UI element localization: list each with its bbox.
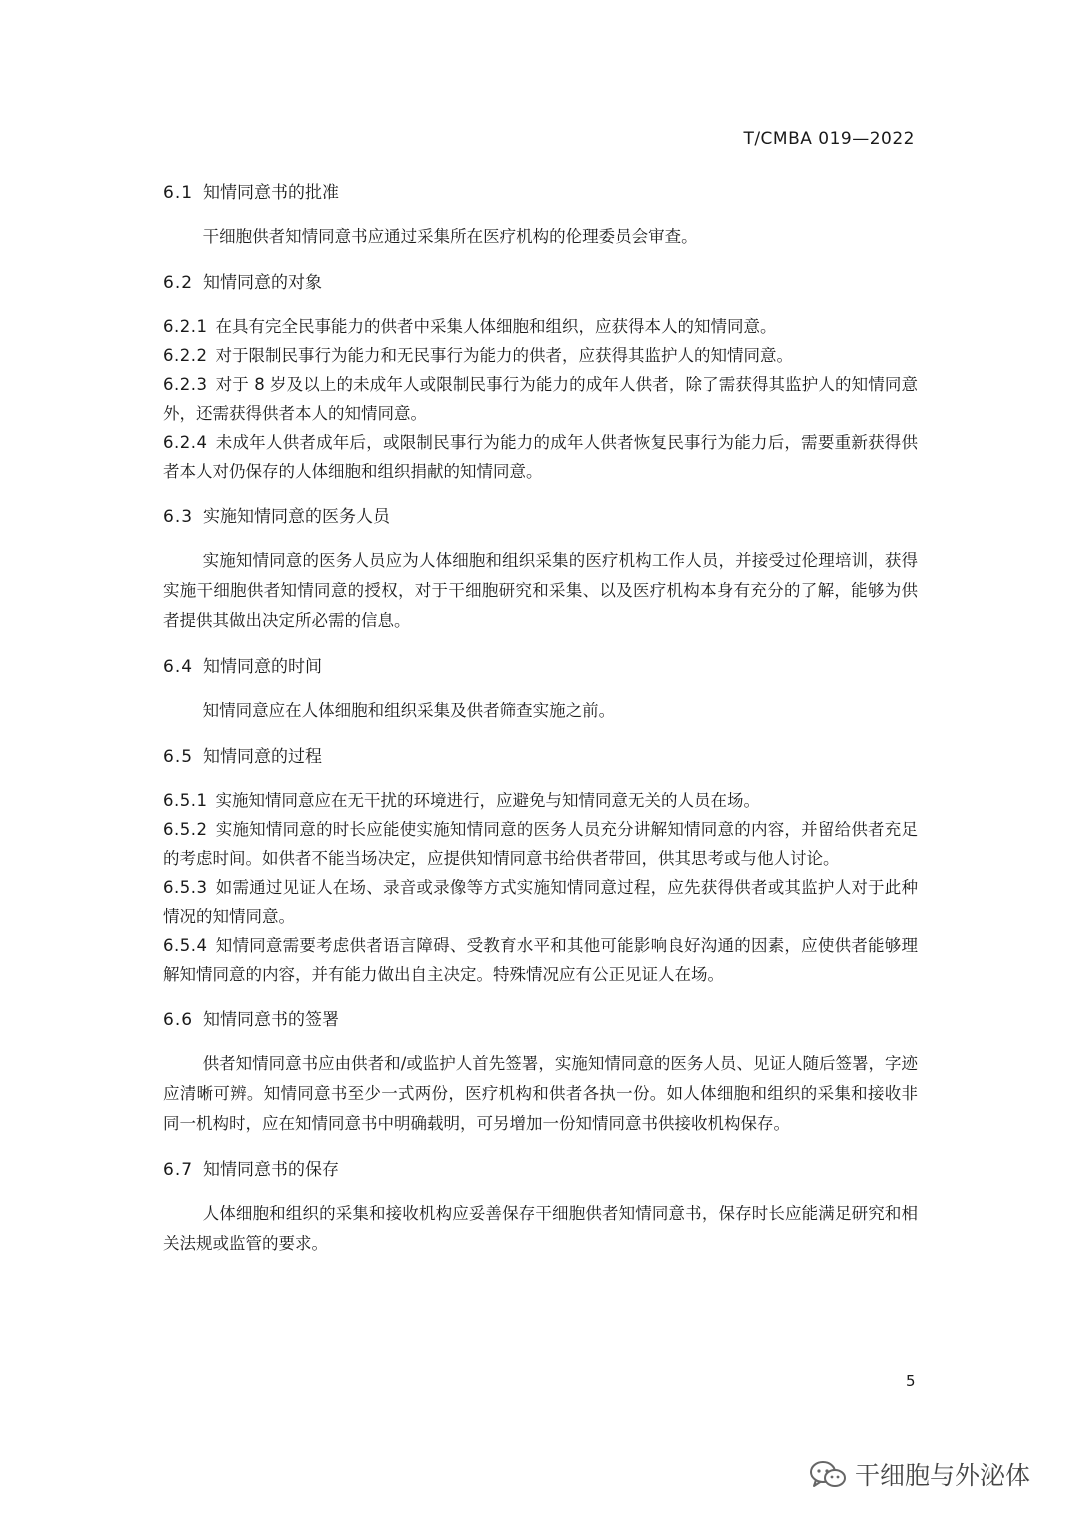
section-number: 6.7 — [163, 1160, 194, 1180]
section-title: 知情同意书的签署 — [203, 1010, 339, 1030]
clause-item — [163, 931, 918, 989]
clause-number: 6.2.3 — [163, 375, 208, 394]
section-6-6 — [163, 1005, 918, 1139]
clause-number: 6.2.2 — [163, 346, 208, 365]
clause-item — [163, 428, 918, 486]
clause-text: 在具有完全民事能力的供者中采集人体细胞和组织，应获得本人的知情同意。 — [215, 317, 777, 336]
page-number: 5 — [906, 1372, 916, 1390]
section-title: 知情同意的时间 — [203, 657, 322, 677]
section-heading — [163, 652, 918, 682]
section-heading — [163, 268, 918, 298]
clause-item — [163, 312, 918, 341]
clause-text: 实施知情同意应在无干扰的环境进行，应避免与知情同意无关的人员在场。 — [215, 791, 760, 810]
section-6-1 — [163, 178, 918, 252]
section-heading — [163, 742, 918, 772]
clause-number: 6.5.2 — [163, 820, 208, 839]
section-number: 6.4 — [163, 657, 194, 677]
section-6-4 — [163, 652, 918, 726]
paragraph: 干细胞供者知情同意书应通过采集所在医疗机构的伦理委员会审查。 — [202, 227, 698, 246]
section-heading — [163, 1005, 918, 1035]
clause-number: 6.5.4 — [163, 936, 208, 955]
standard-code: T/CMBA 019—2022 — [743, 129, 915, 149]
clause-item — [163, 815, 918, 873]
section-title: 知情同意书的保存 — [203, 1160, 339, 1180]
clause-number: 6.5.3 — [163, 878, 208, 897]
section-number: 6.5 — [163, 747, 194, 767]
section-heading — [163, 178, 918, 208]
section-number: 6.3 — [163, 507, 194, 527]
section-6-7 — [163, 1155, 918, 1259]
paragraph: 知情同意应在人体细胞和组织采集及供者筛查实施之前。 — [202, 701, 616, 720]
clause-text: 对于限制民事行为能力和无民事行为能力的供者，应获得其监护人的知情同意。 — [215, 346, 793, 365]
clause-text: 实施知情同意的时长应能使实施知情同意的医务人员充分讲解知情同意的内容，并留给供者充足的考虑时间。如供者不能当场决定，应提供知情同意书给供者带回，供其思考或与他人讨论。 — [163, 820, 918, 868]
clause-item — [163, 370, 918, 428]
section-6-3 — [163, 502, 918, 636]
wechat-bubble-icon — [808, 1459, 848, 1491]
clause-item — [163, 341, 918, 370]
section-title: 知情同意的过程 — [203, 747, 322, 767]
clause-item — [163, 786, 918, 815]
section-title: 知情同意书的批准 — [203, 183, 339, 203]
clause-number: 6.5.1 — [163, 791, 208, 810]
section-title: 知情同意的对象 — [203, 273, 322, 293]
section-heading — [163, 502, 918, 532]
section-6-5 — [163, 742, 918, 989]
paragraph: 供者知情同意书应由供者和/或监护人首先签署，实施知情同意的医务人员、见证人随后签署，字迹应清晰可辨。知情同意书至少一式两份，医疗机构和供者各执一份。如人体细胞和组织的采集和接收非同一机构时，应在知情同意书中明确载明，可另增加一份知情同意书供接收机构保存。 — [163, 1054, 918, 1133]
clause-text: 如需通过见证人在场、录音或录像等方式实施知情同意过程，应先获得供者或其监护人对于此种情况的知情同意。 — [163, 878, 918, 926]
clause-text: 对于 8 岁及以上的未成年人或限制民事行为能力的成年人供者，除了需获得其监护人的知情同意外，还需获得供者本人的知情同意。 — [163, 375, 918, 423]
section-6-2 — [163, 268, 918, 486]
section-number: 6.1 — [163, 183, 194, 203]
section-title: 实施知情同意的医务人员 — [203, 507, 390, 527]
paragraph: 人体细胞和组织的采集和接收机构应妥善保存干细胞供者知情同意书，保存时长应能满足研究和相关法规或监管的要求。 — [163, 1204, 918, 1253]
section-number: 6.6 — [163, 1010, 194, 1030]
section-heading — [163, 1155, 918, 1185]
clause-item — [163, 873, 918, 931]
clause-number: 6.2.1 — [163, 317, 208, 336]
account-name: 干细胞与外泌体 — [855, 1461, 1031, 1490]
clause-text: 知情同意需要考虑供者语言障碍、受教育水平和其他可能影响良好沟通的因素，应使供者能够理解知情同意的内容，并有能力做出自主决定。特殊情况应有公正见证人在场。 — [163, 936, 918, 984]
section-number: 6.2 — [163, 273, 194, 293]
clause-number: 6.2.4 — [163, 433, 208, 452]
clause-text: 未成年人供者成年后，或限制民事行为能力的成年人供者恢复民事行为能力后，需要重新获得供者本人对仍保存的人体细胞和组织捐献的知情同意。 — [163, 433, 918, 481]
document-body — [163, 178, 918, 1259]
paragraph: 实施知情同意的医务人员应为人体细胞和组织采集的医疗机构工作人员，并接受过伦理培训，获得实施干细胞供者知情同意的授权，对于干细胞研究和采集、以及医疗机构本身有充分的了解，能够为供者提供其做出决定所必需的信息。 — [163, 551, 918, 630]
